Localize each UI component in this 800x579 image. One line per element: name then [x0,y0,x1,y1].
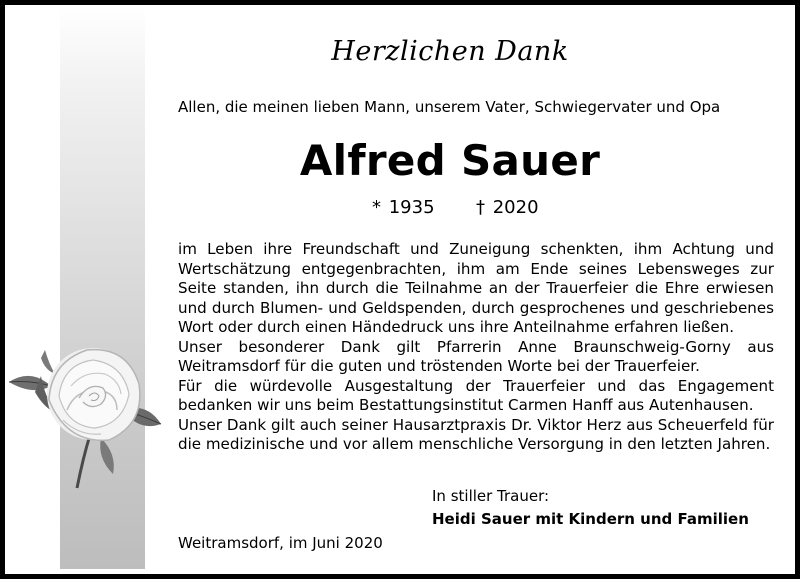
life-dates [372,197,539,218]
paragraph: Für die würdevolle Ausgestaltung der Trauerfeier und das Engagement bedanken wir uns beim Bestattungsinstitut Carmen Hanff aus Autenhausen. [178,376,774,414]
intro-line: Allen, die meinen lieben Mann, unserem Vater, Schwiegervater und Opa [178,98,721,116]
deceased-name: Alfred Sauer [299,136,601,185]
birth-year: * 1935 [372,197,435,218]
signature-intro: In stiller Trauer: [432,487,550,505]
heading: Herzlichen Dank [331,36,569,67]
rose-icon [5,340,165,490]
paragraph: Unser besonderer Dank gilt Pfarrerin Anne Braunschweig-Gorny aus Weitramsdorf für die guten und tröstenden Worte bei der Trauerfeier. [178,337,774,375]
death-year: † 2020 [476,197,539,218]
paragraph: im Leben ihre Freundschaft und Zuneigung schenkten, ihm Achtung und Wertschätzung entgegenbrachten, ihm am Ende seines Lebensweges zur Seite standen, ihn durch die Teilnahme an der Trauerfeier die Ehre erwiesen und durch Blumen- und Geldspenden, durch gesprochenes und geschriebenes Wort oder durch einen Händedruck uns ihre Anteilnahme erfahren ließen. [178,240,774,336]
signature-names: Heidi Sauer mit Kindern und Familien [432,510,749,528]
place-date: Weitramsdorf, im Juni 2020 [178,534,383,552]
paragraph: Unser Dank gilt auch seiner Hausarztpraxis Dr. Viktor Herz aus Scheuerfeld für die medizinische und vor allem menschliche Versorgung in den letzten Jahren. [178,415,774,453]
thanks-text [178,240,774,455]
